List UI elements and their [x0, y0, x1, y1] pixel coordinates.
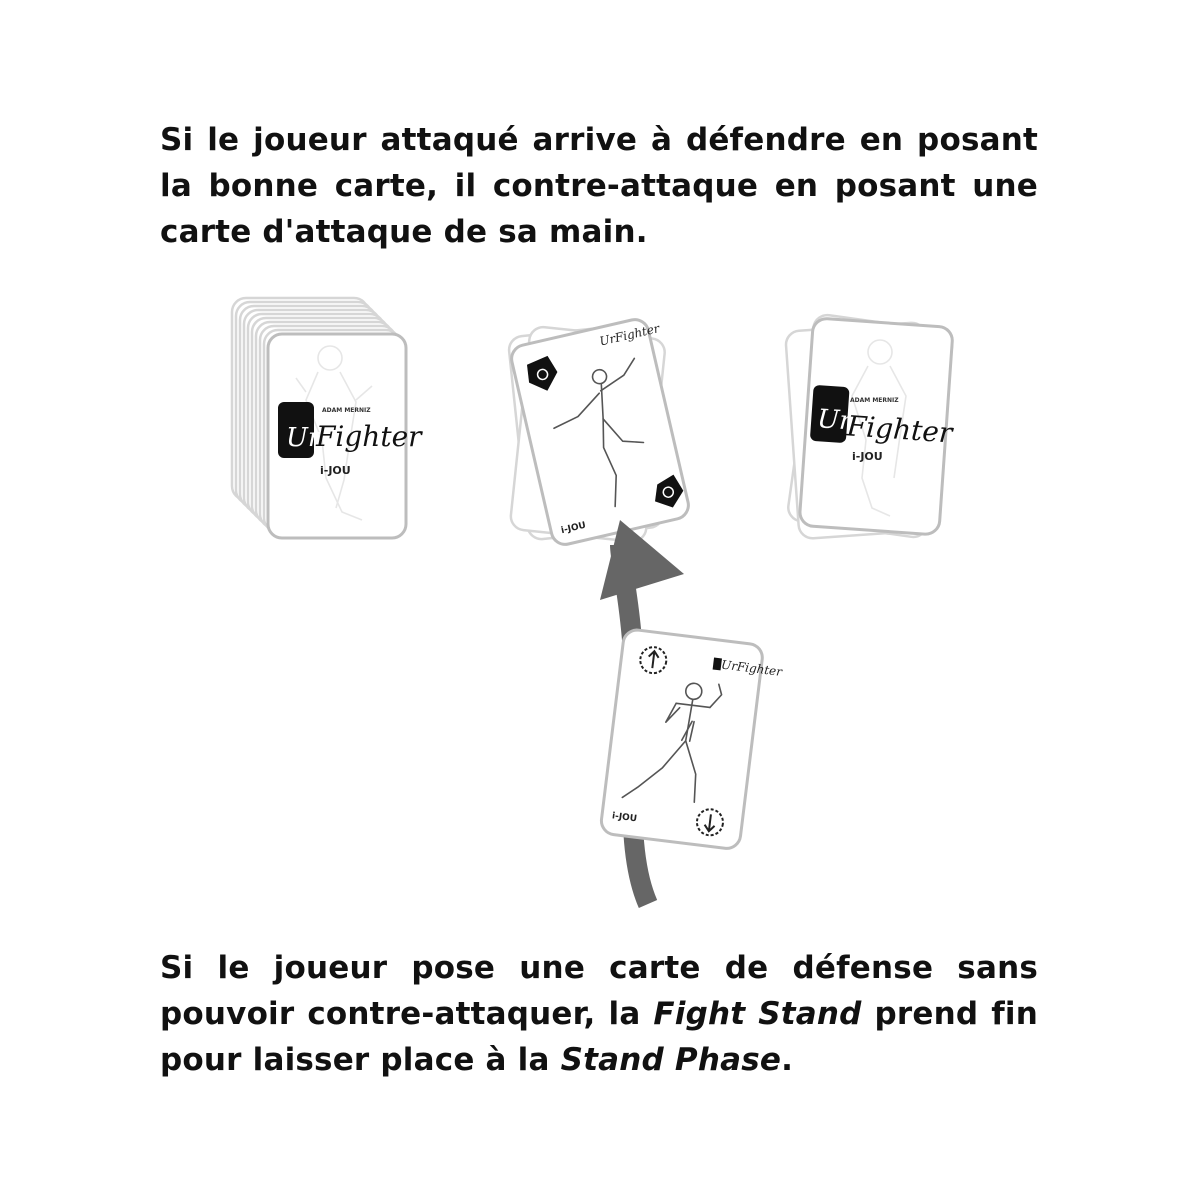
- discard-pile[interactable]: [785, 313, 956, 539]
- played-card-publisher: i-JOU: [560, 520, 587, 537]
- hand-card[interactable]: [600, 628, 786, 852]
- played-pile[interactable]: [508, 314, 703, 547]
- instruction-top-text: Si le joueur attaqué arrive à défendre en posant la bonne carte, il contre-attaque en posant une carte d'attaque de sa main.: [160, 122, 1038, 250]
- card-back-logo-prefix: Ur: [286, 423, 321, 453]
- instruction-bottom-paragraph: [160, 945, 1038, 1083]
- hand-card-logo: UrFighter: [720, 657, 783, 679]
- discard-author: ADAM MERNIZ: [850, 397, 899, 404]
- card-back-author: ADAM MERNIZ: [322, 407, 371, 414]
- fight-stand-term: Fight Stand: [653, 996, 862, 1032]
- card-back-publisher: i-JOU: [320, 464, 351, 477]
- instruction-bottom-text-1: Si le joueur pose une carte de défense sans pouvoir contre-attaquer, la: [160, 950, 1038, 1032]
- discard-publisher: i-JOU: [852, 450, 883, 463]
- card-back-logo-main: Fighter: [316, 420, 422, 453]
- discard-logo-prefix: Ur: [816, 404, 853, 437]
- discard-logo-main: Fighter: [845, 409, 954, 450]
- instruction-bottom-text-2: prend fin pour laisser place à la: [160, 996, 1038, 1078]
- played-card-logo: UrFighter: [598, 321, 661, 349]
- hand-card-publisher: i-JOU: [611, 811, 638, 825]
- stand-phase-term: Stand Phase: [560, 1042, 782, 1078]
- draw-pile[interactable]: [232, 298, 423, 538]
- instruction-bottom-text-3: .: [781, 1042, 794, 1078]
